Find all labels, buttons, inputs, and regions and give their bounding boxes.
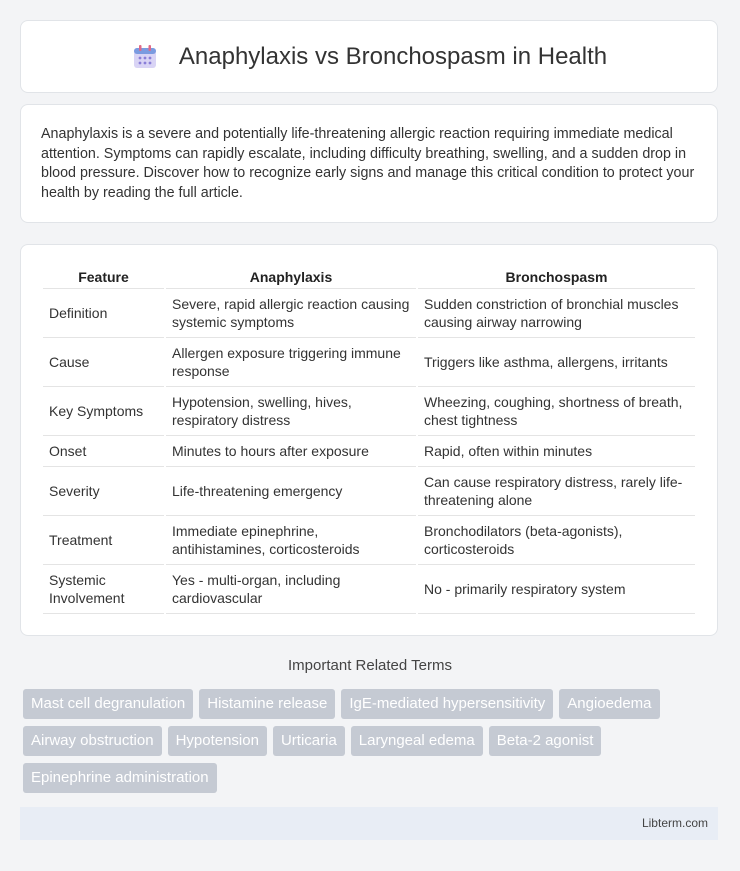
cell-feature: Definition bbox=[43, 289, 164, 338]
cell-bronchospasm: Triggers like asthma, allergens, irritants bbox=[418, 338, 695, 387]
header-card bbox=[20, 20, 718, 93]
cell-bronchospasm: Can cause respiratory distress, rarely life-threatening alone bbox=[418, 467, 695, 516]
related-term-tag[interactable]: IgE-mediated hypersensitivity bbox=[341, 689, 553, 719]
table-row bbox=[43, 338, 695, 387]
cell-feature: Cause bbox=[43, 338, 164, 387]
cell-feature: Systemic Involvement bbox=[43, 565, 164, 614]
page-title: Anaphylaxis vs Bronchospasm in Health bbox=[178, 42, 608, 70]
related-term-tag[interactable]: Mast cell degranulation bbox=[23, 689, 193, 719]
cell-bronchospasm: Bronchodilators (beta-agonists), corticosteroids bbox=[418, 516, 695, 565]
header-feature: Feature bbox=[43, 267, 164, 289]
table-row bbox=[43, 467, 695, 516]
table-header-row bbox=[43, 267, 695, 289]
related-term-tag[interactable]: Histamine release bbox=[199, 689, 335, 719]
cell-anaphylaxis: Yes - multi-organ, including cardiovascular bbox=[166, 565, 416, 614]
header-anaphylaxis: Anaphylaxis bbox=[166, 267, 416, 289]
related-term-tag[interactable]: Beta-2 agonist bbox=[489, 726, 602, 756]
cell-anaphylaxis: Life-threatening emergency bbox=[166, 467, 416, 516]
cell-anaphylaxis: Minutes to hours after exposure bbox=[166, 436, 416, 467]
cell-anaphylaxis: Immediate epinephrine, antihistamines, corticosteroids bbox=[166, 516, 416, 565]
related-term-tag[interactable]: Hypotension bbox=[168, 726, 267, 756]
table-row bbox=[43, 289, 695, 338]
cell-feature: Onset bbox=[43, 436, 164, 467]
table-row bbox=[43, 516, 695, 565]
cell-anaphylaxis: Allergen exposure triggering immune response bbox=[166, 338, 416, 387]
table-row bbox=[43, 436, 695, 467]
related-terms-title: Important Related Terms bbox=[288, 657, 452, 674]
related-term-tag[interactable]: Epinephrine administration bbox=[23, 763, 217, 793]
cell-feature: Severity bbox=[43, 467, 164, 516]
comparison-table-card bbox=[20, 244, 718, 636]
footer bbox=[20, 807, 718, 840]
cell-bronchospasm: Rapid, often within minutes bbox=[418, 436, 695, 467]
related-terms-list bbox=[23, 689, 713, 793]
intro-card bbox=[20, 104, 718, 223]
header-bronchospasm: Bronchospasm bbox=[418, 267, 695, 289]
related-term-tag[interactable]: Angioedema bbox=[559, 689, 659, 719]
footer-site-link[interactable]: Libterm.com bbox=[641, 816, 708, 830]
table-row bbox=[43, 565, 695, 614]
related-term-tag[interactable]: Urticaria bbox=[273, 726, 345, 756]
related-term-tag[interactable]: Airway obstruction bbox=[23, 726, 162, 756]
related-term-tag[interactable]: Laryngeal edema bbox=[351, 726, 483, 756]
cell-anaphylaxis: Severe, rapid allergic reaction causing systemic symptoms bbox=[166, 289, 416, 338]
cell-feature: Treatment bbox=[43, 516, 164, 565]
cell-bronchospasm: No - primarily respiratory system bbox=[418, 565, 695, 614]
cell-anaphylaxis: Hypotension, swelling, hives, respiratory distress bbox=[166, 387, 416, 436]
intro-text: Anaphylaxis is a severe and potentially life-threatening allergic reaction requiring immediate medical attention. Symptoms can rapidly escalate, including difficulty breathing, swelling, and a sudden drop in blood pressure. Discover how to recognize early signs and manage this critical condition to protect your health by reading the full article. bbox=[41, 126, 695, 201]
table-row bbox=[43, 387, 695, 436]
cell-bronchospasm: Wheezing, coughing, shortness of breath, chest tightness bbox=[418, 387, 695, 436]
comparison-table bbox=[41, 267, 697, 614]
cell-bronchospasm: Sudden constriction of bronchial muscles causing airway narrowing bbox=[418, 289, 695, 338]
calendar-icon bbox=[131, 43, 159, 71]
cell-feature: Key Symptoms bbox=[43, 387, 164, 436]
